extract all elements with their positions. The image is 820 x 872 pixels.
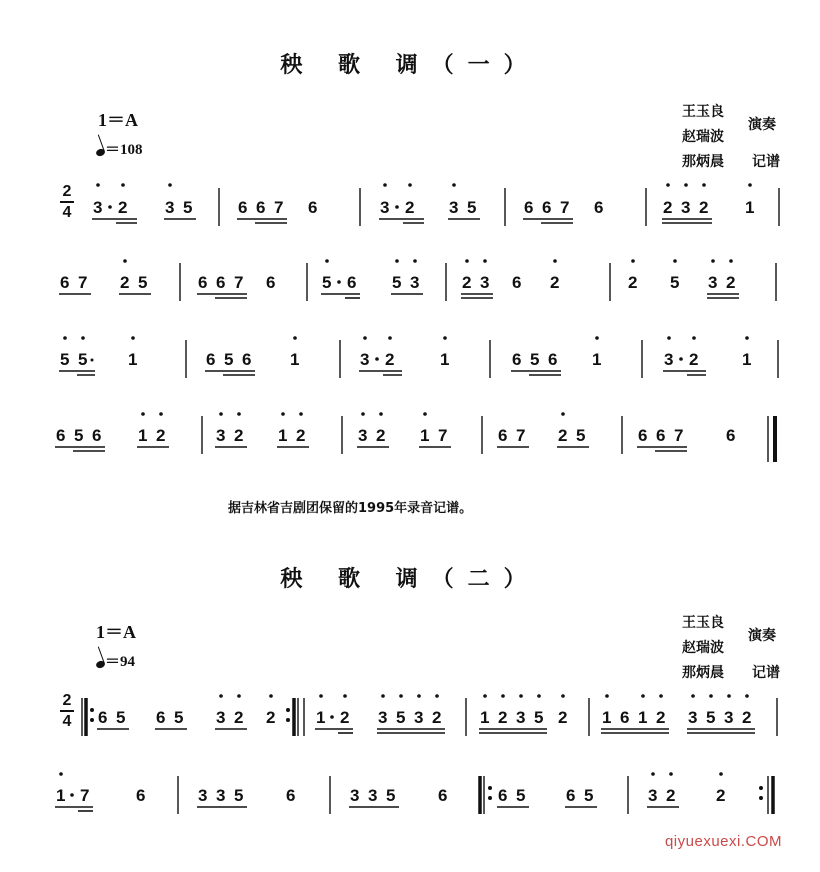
svg-text:2: 2 <box>742 708 752 727</box>
song2-performers-role: 演奏 <box>748 628 776 644</box>
svg-text:1: 1 <box>742 350 752 369</box>
svg-text:5: 5 <box>584 786 594 805</box>
svg-text:3: 3 <box>664 350 674 369</box>
svg-text:2: 2 <box>118 198 128 217</box>
svg-text:1: 1 <box>290 350 300 369</box>
svg-text:7: 7 <box>516 426 526 445</box>
svg-text:2: 2 <box>716 786 726 805</box>
svg-text:2: 2 <box>498 708 508 727</box>
svg-text:2: 2 <box>385 350 395 369</box>
svg-text:7: 7 <box>438 426 448 445</box>
song1-staff-row-1 <box>93 183 754 217</box>
svg-text:7: 7 <box>80 786 90 805</box>
svg-text:1: 1 <box>638 708 648 727</box>
svg-text:5: 5 <box>396 708 406 727</box>
svg-text:3: 3 <box>216 786 226 805</box>
svg-text:6: 6 <box>256 198 266 217</box>
svg-text:3: 3 <box>216 426 226 445</box>
svg-text:3: 3 <box>198 786 208 805</box>
time-signature-top: 2 <box>62 692 72 709</box>
svg-text:5: 5 <box>224 350 234 369</box>
song1-performer-1: 王玉良 <box>682 104 724 120</box>
svg-text:2: 2 <box>156 426 166 445</box>
time-signature-top: 2 <box>62 183 72 200</box>
svg-text:3: 3 <box>350 786 360 805</box>
svg-text:6: 6 <box>136 786 146 805</box>
svg-text:6: 6 <box>286 786 296 805</box>
svg-text:6: 6 <box>638 426 648 445</box>
svg-text:1: 1 <box>138 426 148 445</box>
svg-text:5: 5 <box>74 426 84 445</box>
svg-text:2: 2 <box>432 708 442 727</box>
time-signature-bottom: 4 <box>62 713 72 730</box>
svg-text:2: 2 <box>699 198 709 217</box>
svg-text:3: 3 <box>93 198 103 217</box>
song1-tempo-value: ＝108 <box>105 142 143 158</box>
svg-text:2: 2 <box>558 708 568 727</box>
song1-performer-2: 赵瑞波 <box>682 129 724 145</box>
svg-text:5: 5 <box>516 786 526 805</box>
svg-text:3: 3 <box>449 198 459 217</box>
svg-text:3: 3 <box>724 708 734 727</box>
svg-text:6: 6 <box>156 708 166 727</box>
svg-text:2: 2 <box>558 426 568 445</box>
song2-title: 秧 歌 调（二） <box>280 567 540 592</box>
song1-title: 秧 歌 调（一） <box>280 53 540 78</box>
svg-text:6: 6 <box>512 350 522 369</box>
svg-text:1: 1 <box>592 350 602 369</box>
svg-text:3: 3 <box>165 198 175 217</box>
svg-text:6: 6 <box>620 708 630 727</box>
svg-text:3: 3 <box>681 198 691 217</box>
svg-text:2: 2 <box>663 198 673 217</box>
svg-text:2: 2 <box>266 708 276 727</box>
svg-text:5: 5 <box>116 708 126 727</box>
song2-transcriber: 那炳晨 <box>682 665 724 681</box>
time-signature-bottom: 4 <box>62 204 72 221</box>
svg-text:1: 1 <box>128 350 138 369</box>
svg-text:2: 2 <box>296 426 306 445</box>
svg-text:6: 6 <box>238 198 248 217</box>
svg-text:6: 6 <box>726 426 736 445</box>
svg-text:6: 6 <box>498 426 508 445</box>
song1-row1-lines <box>92 188 779 226</box>
svg-text:3: 3 <box>368 786 378 805</box>
svg-text:2: 2 <box>120 273 130 292</box>
svg-text:2: 2 <box>234 426 244 445</box>
song1-staff-row-2 <box>60 259 735 292</box>
svg-text:6: 6 <box>347 273 357 292</box>
song1-transcriber-role: 记谱 <box>752 154 780 170</box>
svg-text:6: 6 <box>56 426 66 445</box>
svg-text:6: 6 <box>206 350 216 369</box>
svg-text:3: 3 <box>358 426 368 445</box>
svg-text:3: 3 <box>216 708 226 727</box>
svg-text:5: 5 <box>392 273 402 292</box>
svg-text:5: 5 <box>386 786 396 805</box>
svg-text:6: 6 <box>216 273 226 292</box>
svg-text:5: 5 <box>530 350 540 369</box>
song1-source-note: 据吉林省吉剧团保留的1995年录音记谱。 <box>228 501 473 516</box>
svg-text:7: 7 <box>560 198 570 217</box>
svg-text:3: 3 <box>708 273 718 292</box>
song2-transcriber-role: 记谱 <box>752 665 780 681</box>
svg-text:6: 6 <box>60 273 70 292</box>
svg-text:7: 7 <box>234 273 244 292</box>
song2-tempo-value: ＝94 <box>105 654 136 670</box>
svg-text:7: 7 <box>674 426 684 445</box>
svg-text:3: 3 <box>688 708 698 727</box>
song2-performer-1: 王玉良 <box>682 615 724 631</box>
svg-text:7: 7 <box>274 198 284 217</box>
svg-text:6: 6 <box>198 273 208 292</box>
svg-text:3: 3 <box>380 198 390 217</box>
song2-staff-row-2 <box>56 772 763 805</box>
svg-text:2: 2 <box>405 198 415 217</box>
svg-text:1: 1 <box>316 708 326 727</box>
svg-text:6: 6 <box>542 198 552 217</box>
svg-text:1: 1 <box>602 708 612 727</box>
svg-text:5: 5 <box>183 198 193 217</box>
svg-text:6: 6 <box>92 426 102 445</box>
song1-performers-role: 演奏 <box>748 117 776 133</box>
svg-text:6: 6 <box>98 708 108 727</box>
song2-performer-2: 赵瑞波 <box>682 640 724 656</box>
song1-staff-row-4 <box>56 412 735 445</box>
svg-text:2: 2 <box>726 273 736 292</box>
svg-text:3: 3 <box>410 273 420 292</box>
song1-transcriber: 那炳晨 <box>682 154 724 170</box>
song1-key: 1＝A <box>98 110 138 130</box>
svg-text:5: 5 <box>234 786 244 805</box>
svg-text:5: 5 <box>60 350 70 369</box>
svg-text:6: 6 <box>438 786 448 805</box>
svg-text:5: 5 <box>576 426 586 445</box>
svg-text:2: 2 <box>689 350 699 369</box>
svg-text:6: 6 <box>498 786 508 805</box>
watermark-logo: qiyuexuexi.COM <box>664 833 782 850</box>
svg-text:2: 2 <box>340 708 350 727</box>
svg-text:5: 5 <box>670 273 680 292</box>
svg-text:6: 6 <box>594 198 604 217</box>
svg-text:3: 3 <box>648 786 658 805</box>
svg-text:5: 5 <box>534 708 544 727</box>
svg-text:2: 2 <box>666 786 676 805</box>
svg-text:5: 5 <box>174 708 184 727</box>
svg-text:2: 2 <box>462 273 472 292</box>
svg-text:6: 6 <box>266 273 276 292</box>
svg-text:5: 5 <box>78 350 88 369</box>
svg-text:6: 6 <box>656 426 666 445</box>
svg-text:6: 6 <box>548 350 558 369</box>
svg-text:3: 3 <box>516 708 526 727</box>
svg-text:3: 3 <box>360 350 370 369</box>
svg-text:3: 3 <box>378 708 388 727</box>
svg-text:1: 1 <box>278 426 288 445</box>
svg-text:3: 3 <box>414 708 424 727</box>
svg-text:5: 5 <box>706 708 716 727</box>
svg-text:6: 6 <box>242 350 252 369</box>
svg-text:6: 6 <box>512 273 522 292</box>
svg-text:1: 1 <box>745 198 755 217</box>
song2-key: 1＝A <box>96 622 136 642</box>
svg-text:6: 6 <box>308 198 318 217</box>
song2-row1-lines <box>82 698 777 736</box>
svg-text:1: 1 <box>480 708 490 727</box>
svg-text:5: 5 <box>467 198 477 217</box>
svg-text:2: 2 <box>234 708 244 727</box>
svg-text:7: 7 <box>78 273 88 292</box>
svg-text:1: 1 <box>440 350 450 369</box>
svg-text:2: 2 <box>376 426 386 445</box>
svg-text:1: 1 <box>56 786 66 805</box>
svg-text:5: 5 <box>138 273 148 292</box>
svg-text:5: 5 <box>322 273 332 292</box>
svg-text:6: 6 <box>524 198 534 217</box>
svg-text:3: 3 <box>480 273 490 292</box>
svg-text:2: 2 <box>656 708 666 727</box>
song1-staff-row-3 <box>60 336 751 369</box>
song2-staff-row-1 <box>90 694 751 727</box>
svg-text:2: 2 <box>550 273 560 292</box>
svg-text:2: 2 <box>628 273 638 292</box>
svg-text:1: 1 <box>420 426 430 445</box>
svg-text:6: 6 <box>566 786 576 805</box>
